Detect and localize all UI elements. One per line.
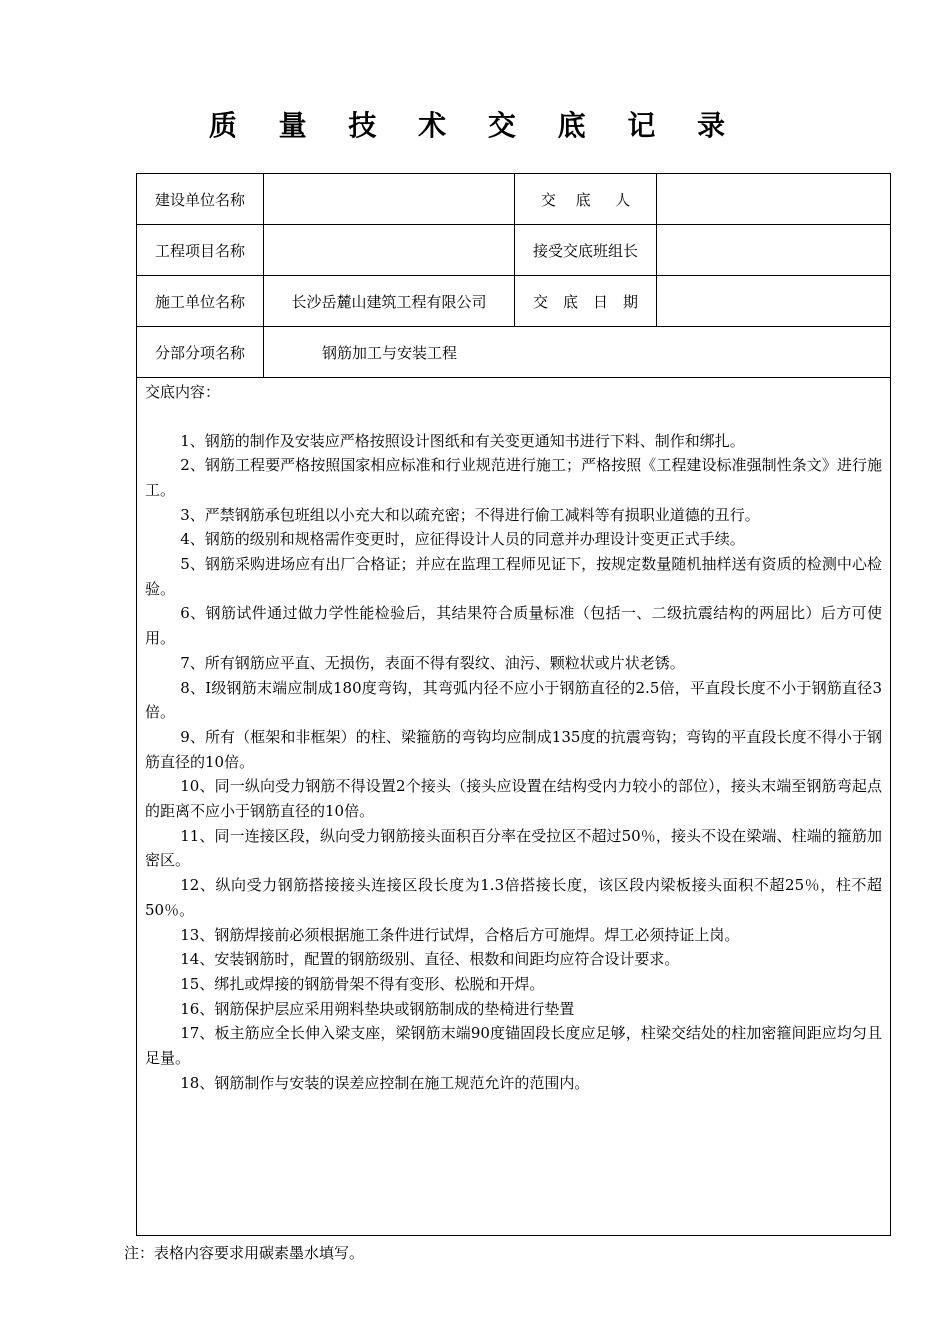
content-item: 12、纵向受力钢筋搭接接头连接区段长度为1.3倍搭接长度，该区段内梁板接头面积不超25％，柱不超50％。 (145, 876, 882, 919)
disclosure-date-value[interactable] (657, 276, 891, 327)
project-name-label: 工程项目名称 (137, 225, 264, 276)
team-leader-value[interactable] (657, 225, 891, 276)
discloser-value[interactable] (657, 174, 891, 225)
form-row (137, 174, 891, 225)
content-item: 13、钢筋焊接前必须根据施工条件进行试焊，合格后方可施焊。焊工必须持证上岗。 (180, 925, 740, 944)
content-item: 17、板主筋应全长伸入梁支座，梁钢筋末端90度锚固段长度应足够，柱梁交结处的柱加密箍间距应均匀且足量。 (145, 1024, 882, 1068)
content-item: 4、钢筋的级别和规格需作变更时，应征得设计人员的同意并办理设计变更正式手续。 (180, 530, 745, 549)
content-item: 1、钢筋的制作及安装应严格按照设计图纸和有关变更通知书进行下料、制作和绑扎。 (180, 431, 745, 450)
discloser-label: 交 底 人 (515, 174, 657, 225)
builder-unit-value[interactable]: 长沙岳麓山建筑工程有限公司 (264, 276, 515, 327)
content-item: 15、绑扎或焊接的钢筋骨架不得有变形、松脱和开焊。 (180, 974, 545, 993)
content-item: 8、Ⅰ级钢筋末端应制成180度弯钩，其弯弧内径不应小于钢筋直径的2.5倍，平直段长度不小于钢筋直径3倍。 (145, 678, 882, 722)
form-row (137, 225, 891, 276)
footer-note: 注：表格内容要求用碳素墨水填写。 (124, 1244, 365, 1262)
content-heading: 交底内容： (145, 383, 221, 401)
project-name-value[interactable] (264, 225, 515, 276)
content-item: 2、钢筋工程要严格按照国家相应标准和行业规范进行施工；严格按照《工程建设标准强制性条文》进行施工。 (145, 456, 882, 499)
content-item: 5、钢筋采购进场应有出厂合格证；并应在监理工程师见证下，按规定数量随机抽样送有资质的检测中心检验。 (145, 555, 882, 598)
document-title: 质 量 技 术 交 底 记 录 (208, 109, 742, 142)
form-row (137, 276, 891, 327)
content-item: 18、钢筋制作与安装的误差应控制在施工规范允许的范围内。 (180, 1073, 590, 1092)
section-name-label: 分部分项名称 (137, 327, 264, 378)
content-item: 14、安装钢筋时，配置的钢筋级别、直径、根数和间距均应符合设计要求。 (180, 950, 680, 969)
construction-unit-label: 建设单位名称 (137, 174, 264, 225)
content-item: 16、钢筋保护层应采用朔料垫块或钢筋制成的垫椅进行垫置 (180, 999, 575, 1018)
content-item-list (145, 429, 882, 1096)
team-leader-label: 接受交底班组长 (515, 225, 657, 276)
disclosure-content (137, 378, 891, 1236)
content-row (137, 378, 891, 1236)
form-row (137, 327, 891, 378)
builder-unit-label: 施工单位名称 (137, 276, 264, 327)
disclosure-form-table (136, 173, 891, 1236)
content-item: 6、钢筋试件通过做力学性能检验后，其结果符合质量标准（包括一、二级抗震结构的两屈比）后方可使用。 (145, 604, 882, 648)
construction-unit-value[interactable] (264, 174, 515, 225)
content-item: 11、同一连接区段，纵向受力钢筋接头面积百分率在受拉区不超过50％，接头不设在梁端、柱端的箍筋加密区。 (145, 826, 882, 870)
content-item: 7、所有钢筋应平直、无损伤，表面不得有裂纹、油污、颗粒状或片状老锈。 (180, 653, 685, 672)
content-item: 9、所有（框架和非框架）的柱、梁箍筋的弯钩均应制成135度的抗震弯钩；弯钩的平直段长度不得小于钢筋直径的10倍。 (145, 727, 882, 771)
content-item: 3、严禁钢筋承包班组以小充大和以疏充密；不得进行偷工减料等有损职业道德的丑行。 (180, 505, 760, 524)
disclosure-date-label: 交 底 日 期 (515, 276, 657, 327)
section-name-value[interactable]: 钢筋加工与安装工程 (264, 327, 891, 378)
content-item: 10、同一纵向受力钢筋不得设置2个接头（接头应设置在结构受内力较小的部位），接头末端至钢筋弯起点的距离不应小于钢筋直径的10倍。 (145, 777, 882, 821)
